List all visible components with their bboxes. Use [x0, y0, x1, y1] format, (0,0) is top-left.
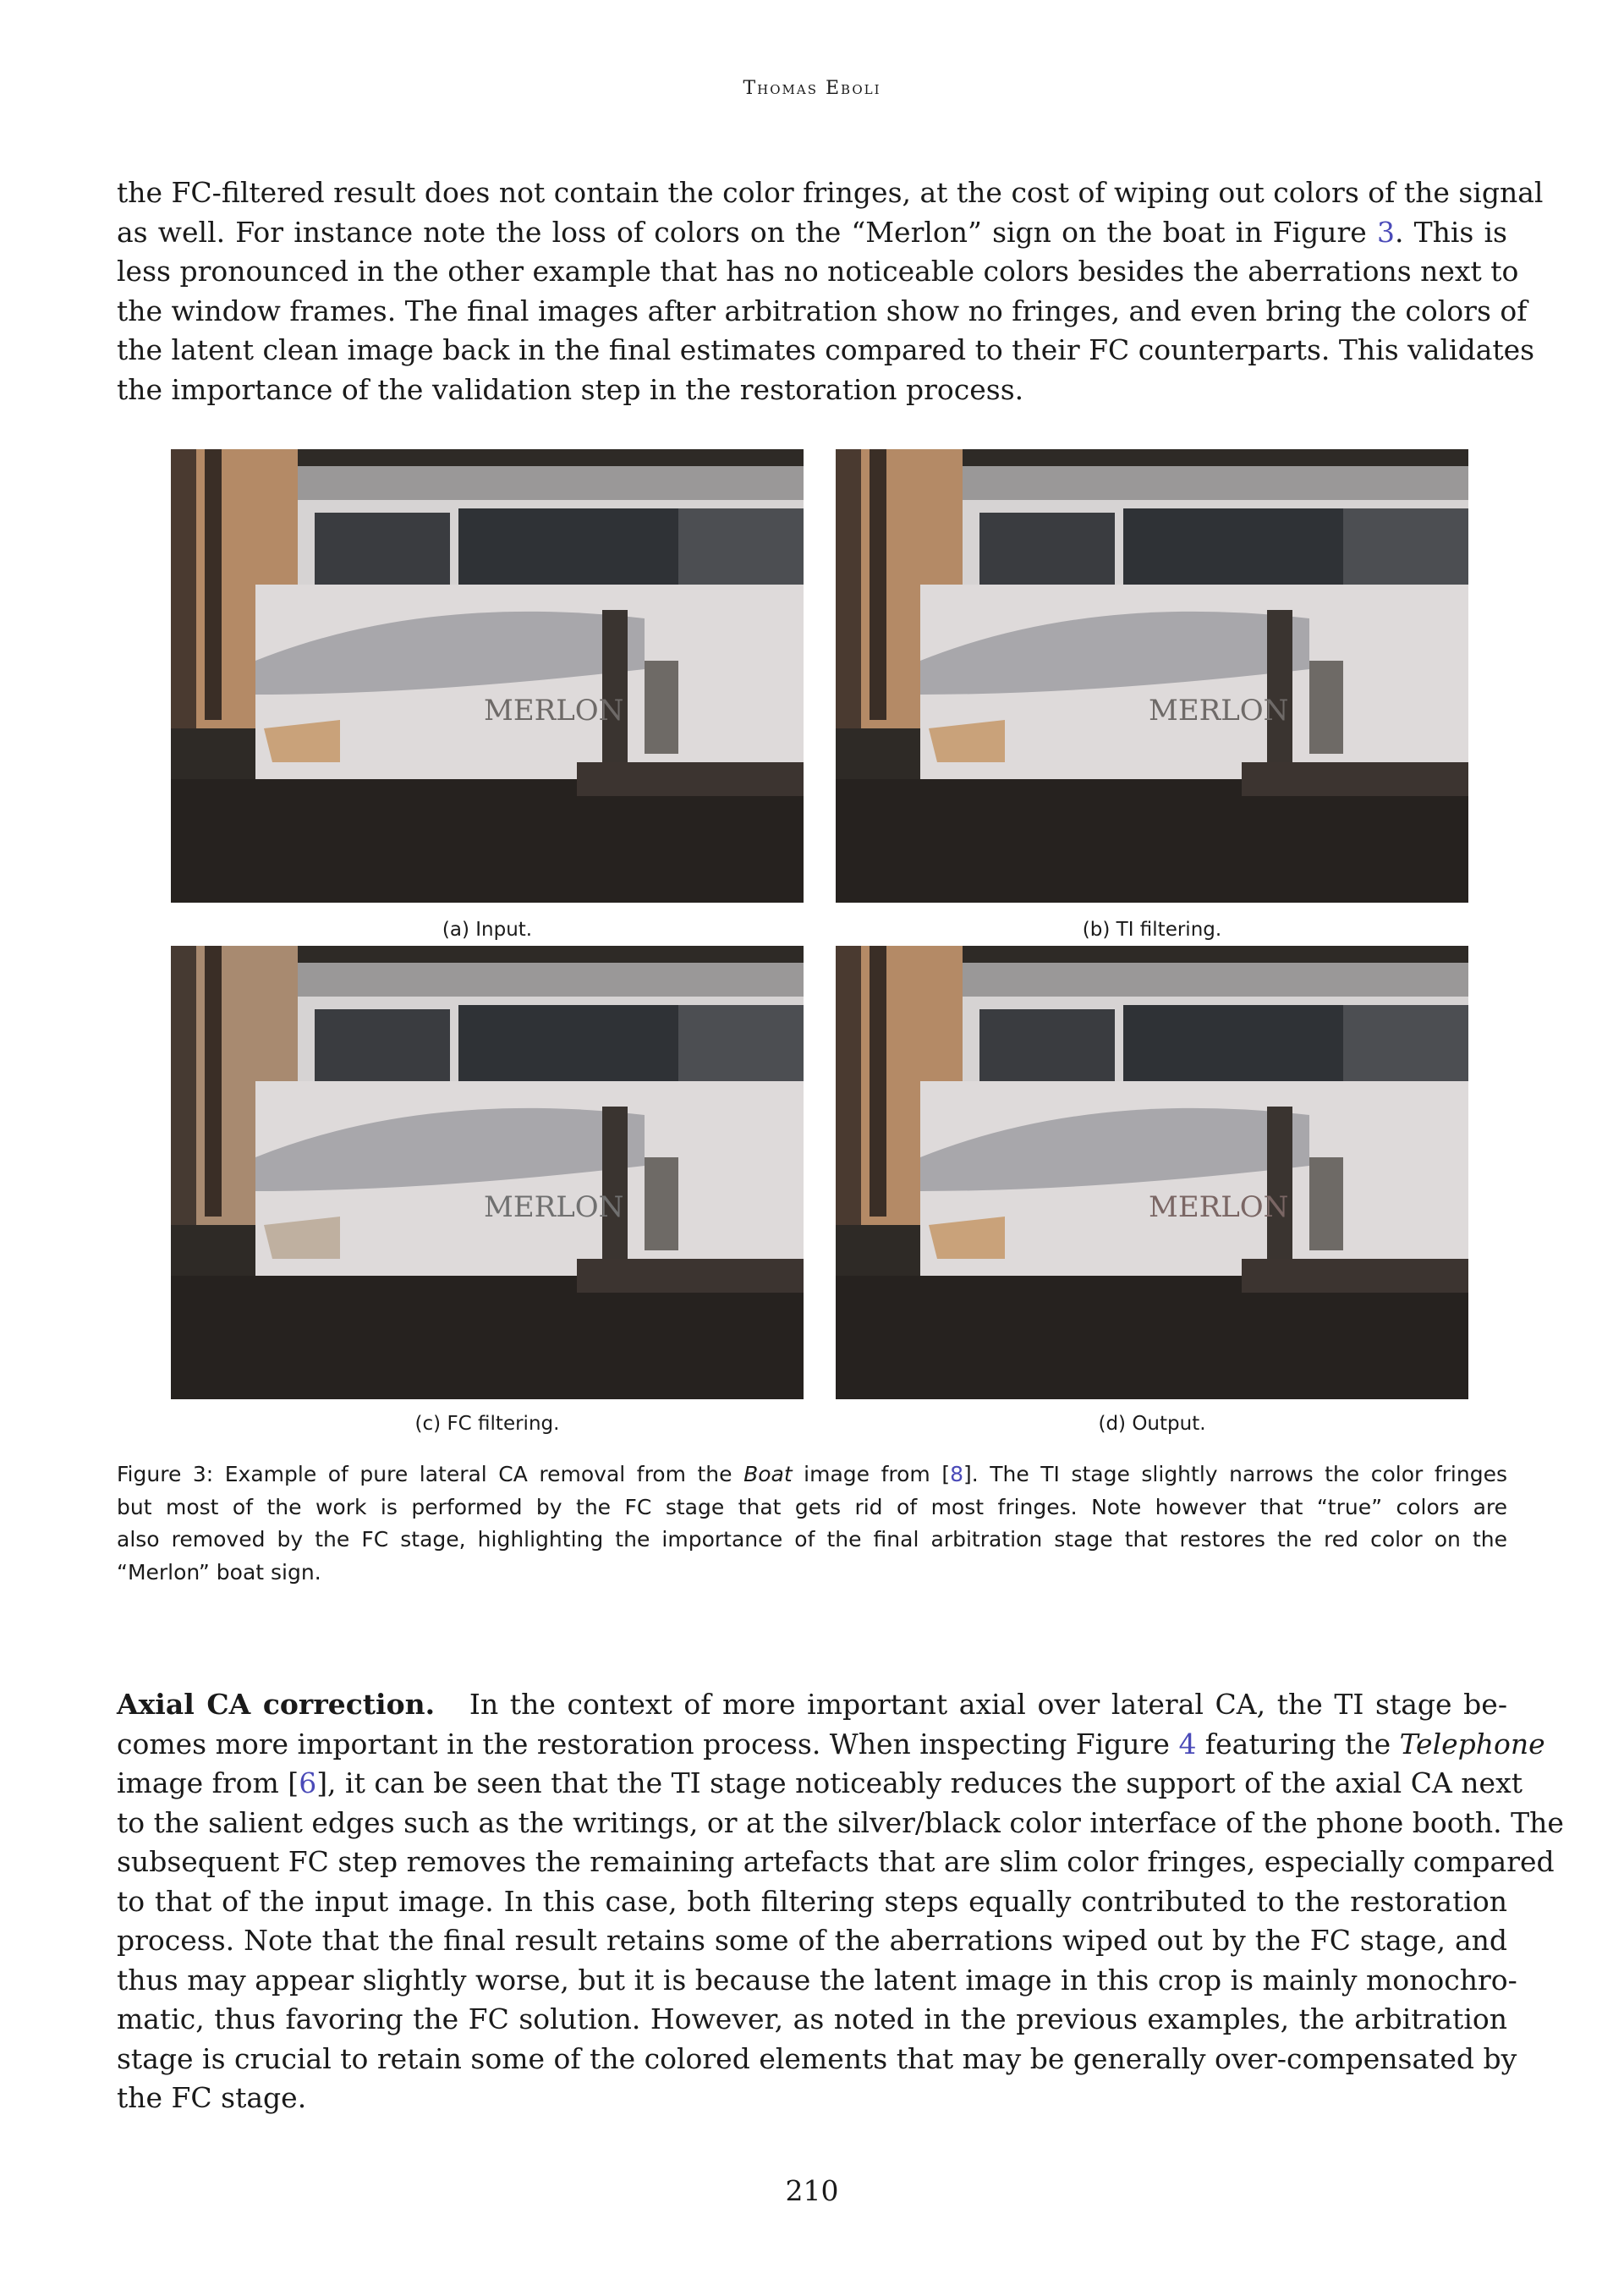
boat-image	[836, 946, 1468, 1399]
figure-caption	[117, 1458, 1507, 1589]
subcaption-b: (b) TI filtering.	[1082, 919, 1222, 941]
boat-sign-text: MERLON	[484, 1190, 624, 1224]
subcaption-d: (d) Output.	[1098, 1413, 1206, 1435]
text-line: the importance of the validation step in the restoration process.	[117, 372, 1024, 406]
citation-ref-link[interactable]: 8	[950, 1462, 963, 1486]
figure-panel-ti-filtering	[836, 449, 1468, 903]
caption-line: also removed by the FC stage, highlighting the importance of the final arbitration stage that restores the red color on the	[117, 1527, 1507, 1552]
text-line: the window frames. The final images after arbitration show no fringes, and even bring the colors of	[117, 294, 1528, 327]
subcaption-c: (c) FC filtering.	[414, 1413, 560, 1435]
text-line: comes more important in the restoration process. When inspecting Figure 4 featuring the Telephone	[117, 1727, 1545, 1760]
caption-line: “Merlon” boat sign.	[117, 1559, 321, 1585]
text-line: matic, thus favoring the FC solution. However, as noted in the previous examples, the arbitration	[117, 2002, 1507, 2035]
text-line: process. Note that the final result retains some of the aberrations wiped out by the FC stage, and	[117, 1924, 1507, 1957]
text-line: to that of the input image. In this case, both filtering steps equally contributed to the restoration	[117, 1884, 1507, 1918]
figure-panel-output	[836, 946, 1468, 1399]
figure-panel-input	[171, 449, 804, 903]
caption-line: Figure 3: Example of pure lateral CA removal from the Boat image from [8]. The TI stage slightly narrows the color fringes	[117, 1462, 1507, 1486]
subcaption-a: (a) Input.	[442, 919, 533, 941]
figure-ref-link[interactable]: 3	[1376, 215, 1395, 249]
figure-panel-fc-filtering	[171, 946, 804, 1399]
text-line: the FC stage.	[117, 2081, 307, 2114]
page-number: 210	[785, 2174, 839, 2207]
text-line: image from [6], it can be seen that the TI stage noticeably reduces the support of the axial CA next	[117, 1766, 1522, 1799]
text-line: thus may appear slightly worse, but it is because the latent image in this crop is mainly monochro-	[117, 1963, 1517, 1997]
text-line: less pronounced in the other example that has no noticeable colors besides the aberrations next to	[117, 255, 1519, 288]
text-line: subsequent FC step removes the remaining artefacts that are slim color fringes, especially compared	[117, 1845, 1555, 1878]
citation-ref-link[interactable]: 6	[299, 1766, 317, 1799]
boat-image	[836, 449, 1468, 903]
boat-image	[171, 946, 804, 1399]
boat-sign-text: MERLON	[1149, 1190, 1289, 1224]
text-line: the FC-filtered result does not contain the color fringes, at the cost of wiping out colors of the signal	[117, 176, 1544, 209]
text-line: the latent clean image back in the final estimates compared to their FC counterparts. This validates	[117, 333, 1535, 366]
body-paragraph-1	[117, 173, 1544, 409]
text-line: as well. For instance note the loss of colors on the “Merlon” sign on the boat in Figure 3. This is	[117, 215, 1507, 249]
boat-image	[171, 449, 804, 903]
caption-line: but most of the work is performed by the FC stage that gets rid of most fringes. Note however that “true” colors are	[117, 1494, 1507, 1519]
boat-sign-text: MERLON	[484, 694, 624, 728]
text-line: Axial CA correction. In the context of more important axial over lateral CA, the TI stage be-	[117, 1688, 1507, 1721]
boat-sign-text: MERLON	[1149, 694, 1289, 728]
figure-ref-link[interactable]: 4	[1178, 1727, 1197, 1760]
text-line: stage is crucial to retain some of the colored elements that may be generally over-compensated by	[117, 2041, 1517, 2075]
running-head: Thomas Eboli	[743, 78, 881, 99]
paragraph-heading: Axial CA correction.	[117, 1688, 436, 1721]
body-paragraph-2	[117, 1685, 1564, 2118]
text-line: to the salient edges such as the writings, or at the silver/black color interface of the phone booth. The	[117, 1805, 1564, 1839]
